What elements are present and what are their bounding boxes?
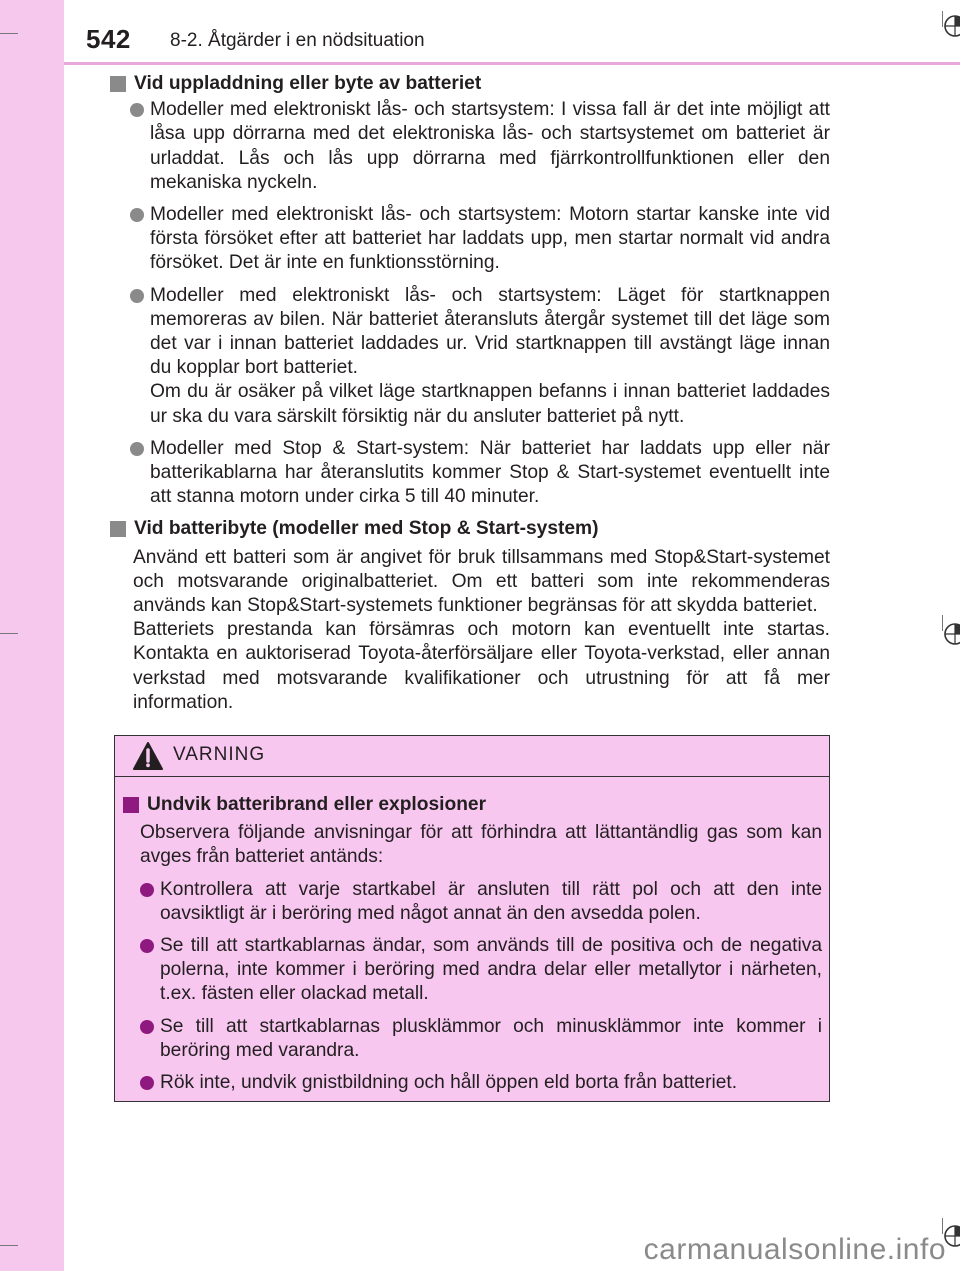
header-rule <box>64 62 960 65</box>
list-item-text: Rök inte, undvik gnistbildning och håll öppen eld borta från batteriet. <box>160 1072 738 1094</box>
main-content <box>110 72 830 715</box>
bullet-icon <box>130 208 144 222</box>
warning-heading <box>123 793 822 817</box>
square-marker-icon <box>110 76 126 92</box>
paragraph: Använd ett batteri som är angivet för bruk tillsammans med Stop&Start-systemet och motsvarande originalbatteriet. Om ett batteri som inte rekommenderas används kan Stop&Start-systemets funktioner begränsas för att skydda batteriet. <box>133 546 830 617</box>
registration-mark-icon <box>943 14 960 38</box>
list-item <box>110 98 830 195</box>
warning-triangle-icon <box>132 741 164 771</box>
bullet-icon <box>140 1076 154 1090</box>
warning-body <box>115 777 829 1095</box>
warning-header <box>115 736 829 777</box>
registration-mark-icon <box>943 622 960 646</box>
bullet-icon <box>130 442 144 456</box>
square-marker-icon <box>123 797 139 813</box>
warning-list-item <box>123 878 822 926</box>
bullet-icon <box>140 883 154 897</box>
warning-box <box>114 735 830 1102</box>
page-number: 542 <box>86 24 131 54</box>
section-heading <box>110 72 830 96</box>
warning-list-item <box>123 1015 822 1063</box>
square-marker-icon <box>110 521 126 537</box>
list-item <box>110 284 830 429</box>
crop-mark <box>0 33 18 34</box>
section-heading-text: Vid uppladdning eller byte av batteriet <box>134 73 482 94</box>
watermark: carmanualsonline.info <box>643 1233 946 1266</box>
list-item-text: Se till att startkablarnas plusklämmor och minusklämmor inte kommer i beröring med varandra. <box>160 1015 822 1061</box>
bullet-icon <box>140 1020 154 1034</box>
section-heading <box>110 517 830 541</box>
list-item-text: Kontrollera att varje startkabel är ansluten till rätt pol och att den inte oavsiktligt är i beröring med något annat än den avsedda polen. <box>160 878 822 924</box>
list-item <box>110 437 830 510</box>
crop-mark <box>0 633 18 634</box>
list-item-text: Om du är osäker på vilket läge startknappen befanns i innan batteriet laddades ur ska du vara särskilt försiktig när du ansluter batteriet på nytt. <box>150 381 830 427</box>
bullet-icon <box>140 939 154 953</box>
bullet-icon <box>130 103 144 117</box>
warning-title: VARNING <box>173 743 266 765</box>
list-item-text: Modeller med elektroniskt lås- och startsystem: I vissa fall är det inte möjligt att låsa upp dörrarna med det elektroniska lås- och startsystemet om batteriet är urladdat. Lås och lås upp dörrarna med fjärrkontrollfunktionen eller den mekaniska nyckeln. <box>150 99 830 193</box>
list-item <box>110 203 830 276</box>
bullet-icon <box>130 289 144 303</box>
warning-list-item <box>123 934 822 1007</box>
list-item-text: Modeller med elektroniskt lås- och startsystem: Läget för startknappen memoreras av bilen. När batteriet återansluts återgår systemet till det läge som det var i innan batteriet laddades ur. Vrid startknappen till avstängt läge innan du kopplar bort batteriet. <box>150 284 830 379</box>
warning-intro: Observera följande anvisningar för att förhindra att lättantändlig gas som kan avges från batteriet antänds: <box>140 822 822 868</box>
list-item-body <box>150 284 830 429</box>
crop-mark <box>0 1245 18 1246</box>
list-item-text: Se till att startkablarnas ändar, som används till de positiva och de negativa polerna, inte kommer i beröring med andra delar eller metallytor i närheten, t.ex. fästen eller olackad metall. <box>160 935 822 1005</box>
list-item-text: Modeller med Stop & Start-system: När batteriet har laddats upp eller när batterikablarna har återanslutits kommer Stop & Start-systemet eventuellt inte att stanna motorn under cirka 5 till 40 minuter. <box>150 437 830 508</box>
section-heading-text: Vid batteribyte (modeller med Stop & Start-system) <box>134 518 599 540</box>
warning-heading-text: Undvik batteribrand eller explosioner <box>147 794 487 815</box>
side-tab <box>0 0 64 1271</box>
list-item-text: Modeller med elektroniskt lås- och startsystem: Motorn startar kanske inte vid första försöket efter att batteriet har laddats upp, men startar normalt vid andra försöket. Det är inte en funktionsstörning. <box>150 204 830 274</box>
paragraph: Batteriets prestanda kan försämras och motorn kan eventuellt inte startas. Kontakta en auktoriserad Toyota-återförsäljare eller Toyota-verkstad, eller annan verkstad med motsvarande kvalifikationer och utrustning för att få mer information. <box>133 619 830 713</box>
chapter-title: 8-2. Åtgärder i en nödsituation <box>170 30 425 51</box>
warning-list-item <box>123 1071 822 1095</box>
